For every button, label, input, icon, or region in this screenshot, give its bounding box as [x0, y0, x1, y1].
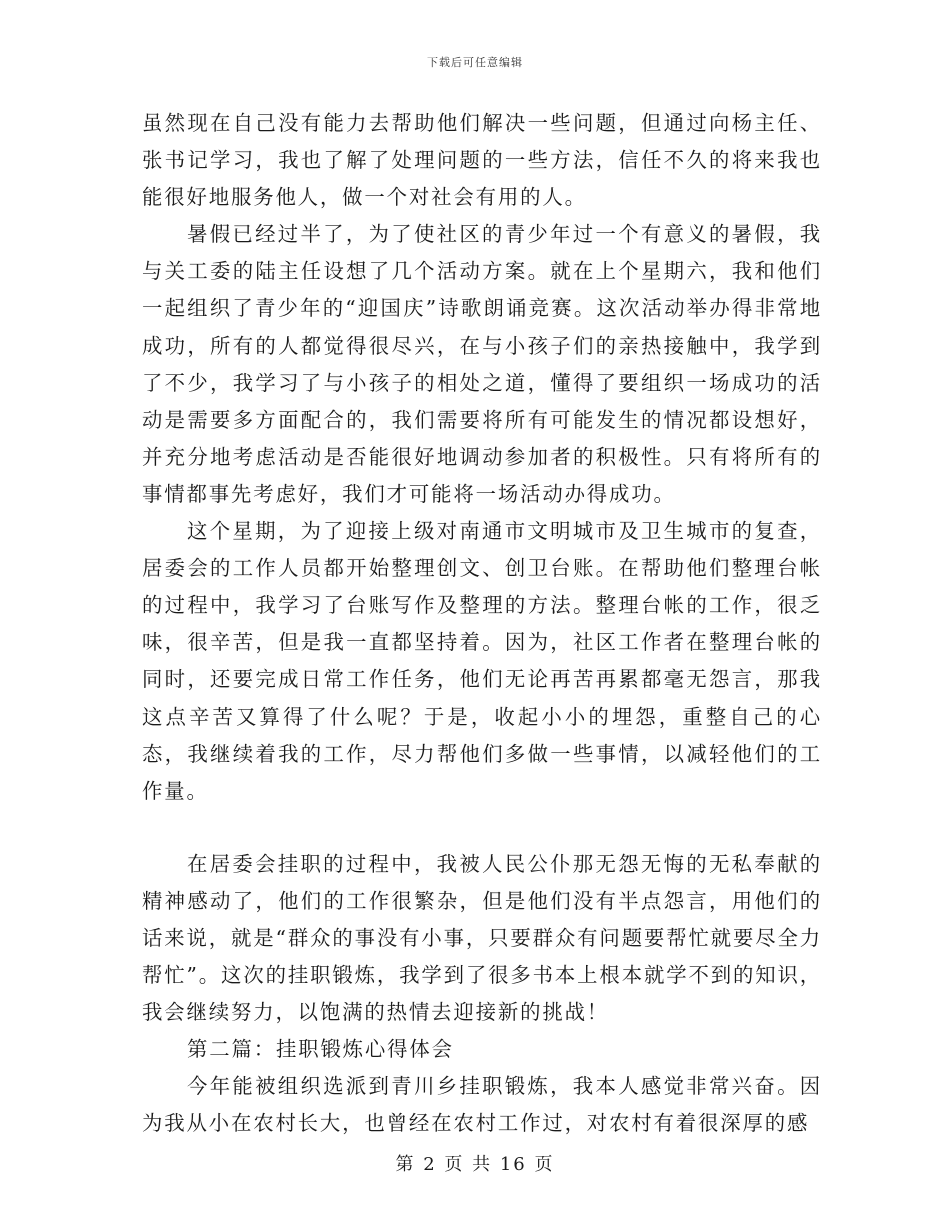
page-number: 第 2 页 共 16 页	[395, 1154, 555, 1175]
document-body	[142, 105, 822, 1143]
paragraph-2: 暑假已经过半了，为了使社区的青少年过一个有意义的暑假，我与关工委的陆主任设想了几个活动方案。就在上个星期六，我和他们一起组织了青少年的“迎国庆”诗歌朗诵竞赛。这次活动举办得非常地成功，所有的人都觉得很尽兴，在与小孩子们的亲热接触中，我学到了不少，我学习了与小孩子的相处之道，懂得了要组织一场成功的活动是需要多方面配合的，我们需要将所有可能发生的情况都设想好，并充分地考虑活动是否能很好地调动参加者的积极性。只有将所有的事情都事先考虑好，我们才可能将一场活动办得成功。	[142, 222, 822, 506]
paragraph-4: 在居委会挂职的过程中，我被人民公仆那无怨无悔的无私奉献的精神感动了，他们的工作很繁杂，但是他们没有半点怨言，用他们的话来说，就是“群众的事没有小事，只要群众有问题要帮忙就要尽全力帮忙”。这次的挂职锻炼，我学到了很多书本上根本就学不到的知识，我会继续努力，以饱满的热情去迎接新的挑战！	[142, 851, 822, 1025]
paragraph-5: 今年能被组织选派到青川乡挂职锻炼，我本人感觉非常兴奋。因为我从小在农村长大，也曾经在农村工作过，对农村有着很深厚的感	[142, 1074, 822, 1136]
page-header: 下载后可任意编辑	[427, 56, 523, 69]
paragraph-3: 这个星期，为了迎接上级对南通市文明城市及卫生城市的复查，居委会的工作人员都开始整理创文、创卫台账。在帮助他们整理台帐的过程中，我学习了台账写作及整理的方法。整理台帐的工作，很乏味，很辛苦，但是我一直都坚持着。因为，社区工作者在整理台帐的同时，还要完成日常工作任务，他们无论再苦再累都毫无怨言，那我这点辛苦又算得了什么呢？于是，收起小小的埋怨，重整自己的心态，我继续着我的工作，尽力帮他们多做一些事情，以减轻他们的工作量。	[142, 519, 822, 803]
paragraph-1: 虽然现在自己没有能力去帮助他们解决一些问题，但通过向杨主任、张书记学习，我也了解了处理问题的一些方法，信任不久的将来我也能很好地服务他人，做一个对社会有用的人。	[142, 111, 822, 210]
section-heading: 第二篇：挂职锻炼心得体会	[187, 1037, 454, 1062]
